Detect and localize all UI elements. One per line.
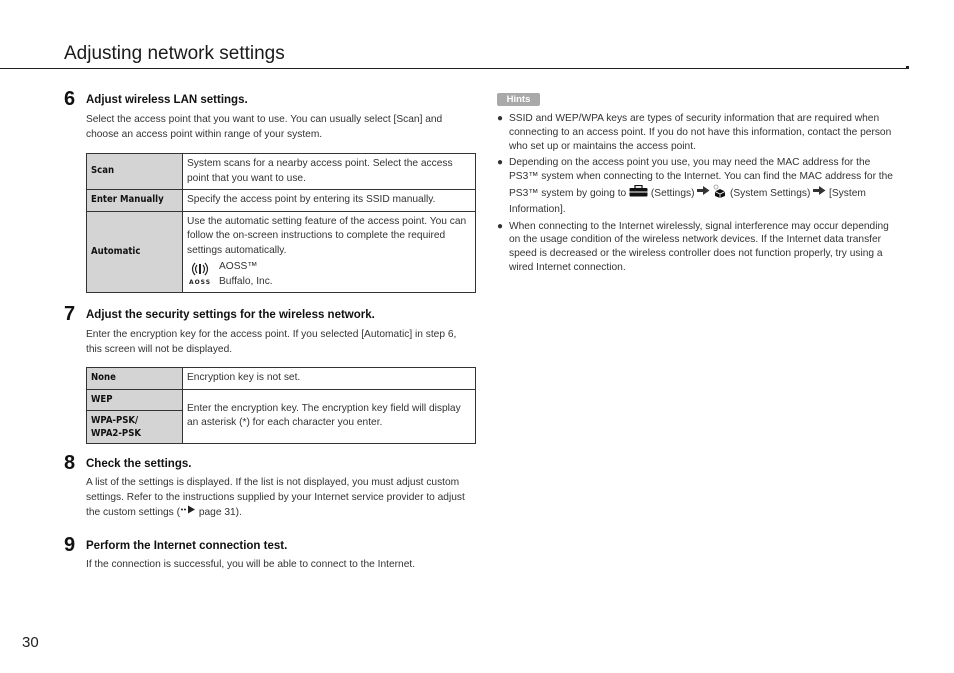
list-item — [497, 220, 897, 275]
option-description-cell — [183, 211, 476, 293]
page-title: Adjusting network settings — [64, 43, 285, 64]
hint-text: (Settings) — [648, 188, 698, 200]
table-row — [87, 389, 476, 411]
step-number: 7 — [64, 303, 76, 325]
aoss-text — [219, 260, 273, 289]
bullet-icon: ● — [497, 113, 504, 124]
step-body-text: page 31). — [196, 506, 242, 518]
hints-badge: Hints — [497, 93, 540, 106]
arrow-right-icon — [813, 186, 826, 200]
svg-text:AOSS: AOSS — [188, 279, 212, 286]
option-description: System scans for a nearby access point. Select the access point that you want to use. — [183, 154, 476, 190]
option-key-line: WPA-PSK/ — [91, 415, 139, 426]
option-key — [87, 411, 183, 444]
arrow-right-icon — [697, 186, 710, 200]
hint-text: [System Information]. — [509, 188, 866, 215]
bullet-icon: ● — [497, 157, 504, 169]
option-description: Enter the encryption key. The encryption key field will display an asterisk (*) for each character you enter. — [183, 389, 476, 444]
system-settings-icon — [713, 184, 727, 203]
option-description: Specify the access point by entering its SSID manually. — [183, 190, 476, 212]
hint-text: When connecting to the Internet wirelessly, signal interference may occur depending on the usage condition of the wireless network devices. If the Internet data transfer speed is decreased or the wireless controller does not function properly, try using a wired Internet connection. — [509, 220, 889, 273]
bullet-icon: ● — [497, 220, 504, 232]
option-key: Scan — [87, 154, 183, 190]
aoss-logo-icon — [187, 260, 213, 286]
step-body — [86, 476, 468, 520]
step-body: Select the access point that you want to use. You can usually select [Scan] and choose an access point within range of your system. — [86, 114, 443, 140]
hints-list — [497, 112, 897, 278]
aoss-company: Buffalo, Inc. — [219, 275, 273, 287]
option-description: Use the automatic setting feature of the access point. You can follow the on-screen instructions to complete the required settings automatically. — [187, 215, 467, 256]
header-rule — [0, 68, 908, 69]
hint-text: (System Settings) — [727, 188, 814, 200]
list-item — [497, 156, 897, 216]
step-number: 6 — [64, 88, 76, 110]
table-row — [87, 211, 476, 293]
wireless-lan-options-table — [86, 153, 476, 293]
option-key: None — [87, 368, 183, 390]
page-number: 30 — [22, 634, 39, 651]
header-rule-end — [906, 66, 909, 69]
aoss-name: AOSS™ — [219, 261, 258, 272]
list-item — [497, 112, 897, 153]
aoss-trademark — [187, 260, 471, 289]
step-heading: Perform the Internet connection test. — [86, 540, 288, 552]
option-key: Enter Manually — [87, 190, 183, 212]
option-key: WEP — [87, 389, 183, 411]
option-key-line: WPA2-PSK — [91, 428, 141, 439]
table-row — [87, 154, 476, 190]
step-heading: Adjust the security settings for the wireless network. — [86, 309, 375, 321]
step-body: If the connection is successful, you will be able to connect to the Internet. — [86, 559, 416, 570]
option-key: Automatic — [87, 211, 183, 293]
table-row — [87, 190, 476, 212]
table-row — [87, 368, 476, 390]
page-reference-arrow-icon — [180, 505, 196, 520]
step-heading: Check the settings. — [86, 458, 192, 470]
hint-text: SSID and WEP/WPA keys are types of security information that are required when connecting to an access point. If you do not have this information, contact the person who set up or maintains the access point. — [509, 113, 892, 152]
step-body: Enter the encryption key for the access point. If you selected [Automatic] in step 6, this screen will not be displayed. — [86, 329, 457, 355]
settings-toolbox-icon — [629, 185, 648, 202]
step-heading: Adjust wireless LAN settings. — [86, 94, 248, 106]
option-description: Encryption key is not set. — [183, 368, 476, 390]
hint-text: Depending on the access point you use, you may need the MAC address for the PS3™ system when connecting to the Internet. You can find the MAC address for the PS3™ system by going to — [509, 157, 893, 200]
security-options-table — [86, 367, 476, 444]
step-number: 9 — [64, 534, 76, 556]
step-number: 8 — [64, 452, 76, 474]
step-body-text: A list of the settings is displayed. If the list is not displayed, you must adjust custom settings. Refer to the instructions supplied by your Internet service provider to adjust the custom settings ( — [86, 477, 465, 518]
